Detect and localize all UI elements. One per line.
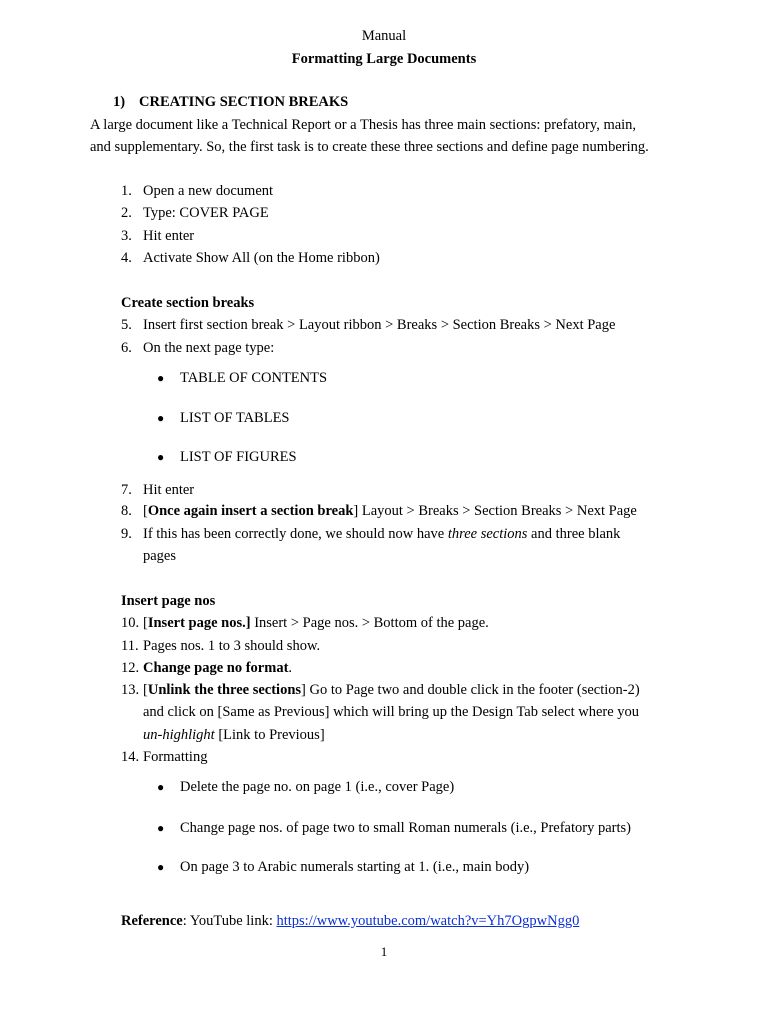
intro-line-2: and supplementary. So, the first task is to create these three sections and define page numbering. [90,139,649,155]
list-item-continuation: and click on [Same as Previous] which will bring up the Design Tab select where you [143,704,640,720]
bullet-icon: ● [157,860,165,874]
doc-title: Formatting Large Documents [291,51,477,67]
subheading-create-breaks: Create section breaks [121,295,255,311]
intro-line-1: A large document like a Technical Report or a Thesis has three main sections: prefatory, main, [90,117,637,133]
reference-label: Reference [121,913,183,929]
section-heading: CREATING SECTION BREAKS [139,94,349,110]
bullet-icon: ● [157,821,165,835]
section-heading-number: 1) [113,94,126,110]
bullet-icon: ● [157,371,165,385]
youtube-link[interactable]: https://www.youtube.com/watch?v=Yh7OgpwNgg0 [276,913,580,929]
bullet-icon: ● [157,450,165,464]
page-number: 1 [380,944,388,959]
reference-line: Reference: YouTube link: https://www.youtube.com/watch?v=Yh7OgpwNgg0 [121,913,580,929]
list-item-continuation: un-highlight [Link to Previous] [143,727,325,743]
list-item-continuation: pages [143,548,177,564]
bullet-icon: ● [157,780,165,794]
doc-label: Manual [361,28,407,44]
document-page: Manual Formatting Large Documents 1) CREATING SECTION BREAKS A large document like a Technical Report or a Thesis has three main sections: prefatory, main, and supplementary. So, the first task is to create these three sections and define page numbering. 1. Open a new document 2. Type: COVER PAGE 3. Hit enter 4. Activate Show All (on the Home ribbon) Create section breaks 5. Insert first section break > Layout ribbon > Breaks > Section Breaks > Next Page 6. On the next page type: ● TABLE OF CONTENTS ● LIST OF TABLES ● LIST OF FIGURES 7. Hit enter 8. [Once again insert a section break] Layout > Breaks > Section Breaks > Next Page 9. If this has been correctly done, we should now have three sections and three blank pages Insert page nos 10. [Insert page nos.] Insert > Page nos. > Bottom of the page. 11. Pages nos. 1 to 3 should show. 12. Change page no format. 13. [Unlink the three sections] Go to Page two and double click in the footer (section-2) and click on [Same as Previous] which will bring up the Design Tab select where you un-highlight [Link to Previous] 14. Formatting ● Delete the page no. on page 1 (i.e., cover Page) ● Change page nos. of page two to small Roman numerals (i.e., Prefatory parts) ● On page 3 to Arabic numerals starting at 1. (i.e., main body) Reference: YouTube link: https://www.youtube.com/watch?v=Yh7OgpwNgg0 1 [0,0,768,1024]
subheading-insert-page-nos: Insert page nos [121,593,216,609]
bullet-icon: ● [157,411,165,425]
